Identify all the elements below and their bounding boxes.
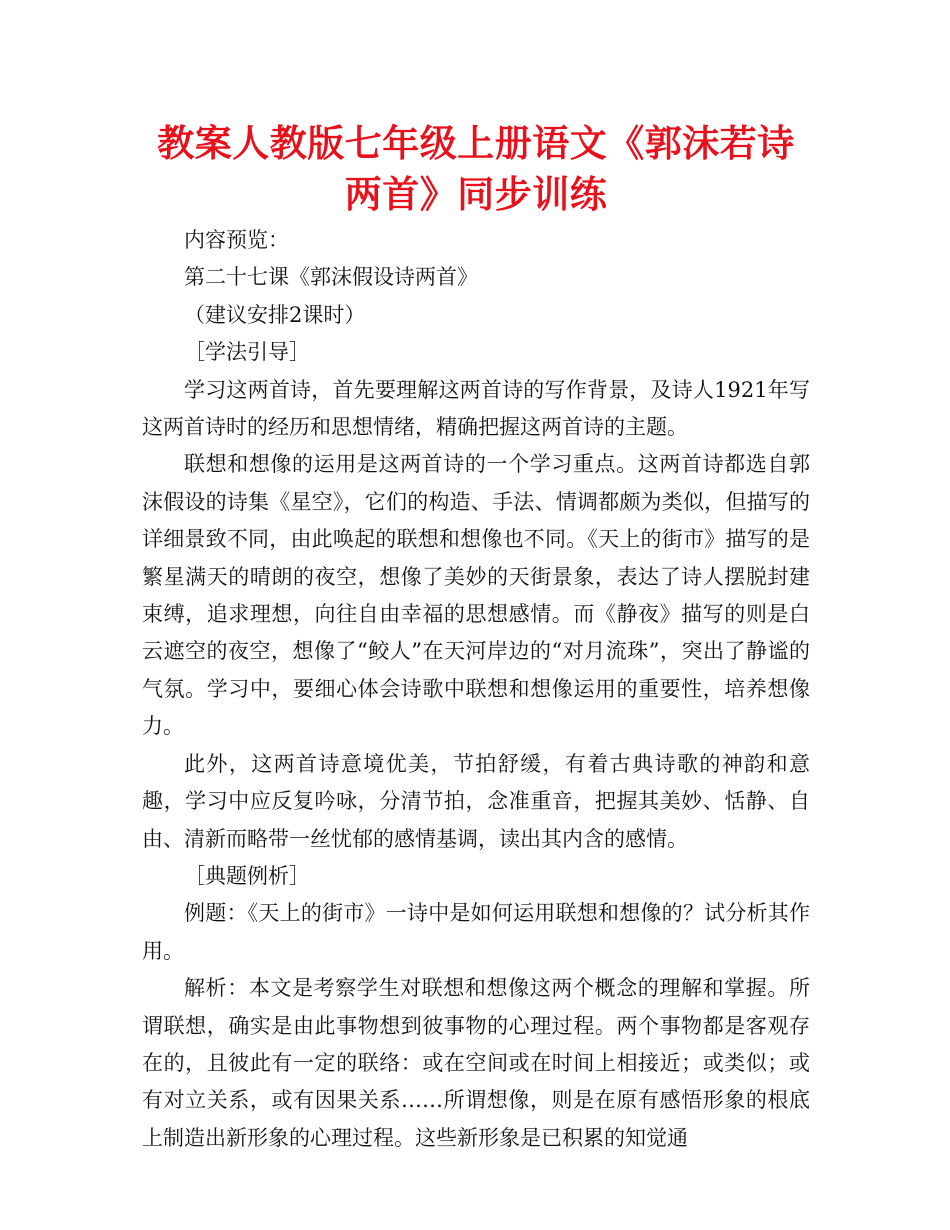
document-body [142, 222, 810, 1157]
paragraph-study-intro: 学习这两首诗，首先要理解这两首诗的写作背景，及诗人1921年写这两首诗时的经历和思想情绪，精确把握这两首诗的主题。 [142, 377, 810, 440]
paragraph-lesson-title: 第二十七课《郭沫假设诗两首》 [184, 265, 478, 290]
paragraph-association-imagination: 联想和想像的运用是这两首诗的一个学习重点。这两首诗都选自郭沫假设的诗集《星空》，它们的构造、手法、情调都颇为类似，但描写的详细景致不同，由此唤起的联想和想像也不同。《天上的街市》描写的是繁星满天的晴朗的夜空，想像了美妙的天街景象，表达了诗人摆脱封建束缚，追求理想，向往自由幸福的思想感情。而《静夜》描写的则是白云遮空的夜空，想像了“鲛人”在天河岸边的“对月流珠”，突出了静谧的气氛。学习中，要细心体会诗歌中联想和想像运用的重要性，培养想像力。 [142, 452, 810, 739]
paragraph-example-question: 例题：《天上的街市》一诗中是如何运用联想和想像的？试分析其作用。 [142, 901, 810, 963]
section-heading-example: ［典题例析］ [184, 863, 310, 888]
paragraph-reading-advice: 此外，这两首诗意境优美，节拍舒缓，有着古典诗歌的神韵和意趣，学习中应反复吟咏，分清节拍，念准重音，把握其美妙、恬静、自由、清新而略带一丝忧郁的感情基调，读出其内含的感情。 [142, 751, 810, 851]
paragraph-preview-label: 内容预览： [184, 228, 289, 252]
section-heading-study-guide: ［学法引导］ [184, 340, 310, 365]
paragraph-schedule-note: （建议安排2课时） [184, 302, 366, 327]
document-page [142, 118, 810, 1157]
document-title: 教案人教版七年级上册语文《郭沫若诗两首》同步训练 [157, 122, 795, 216]
paragraph-example-analysis: 解析：本文是考察学生对联想和想像这两个概念的理解和掌握。所谓联想，确实是由此事物想到彼事物的心理过程。两个事物都是客观存在的，且彼此有一定的联络：或在空间或在时间上相接近；或类似；或有对立关系，或有因果关系……所谓想像，则是在原有感悟形象的根底上制造出新形象的心理过程。这些新形象是已积累的知觉通 [142, 976, 810, 1150]
